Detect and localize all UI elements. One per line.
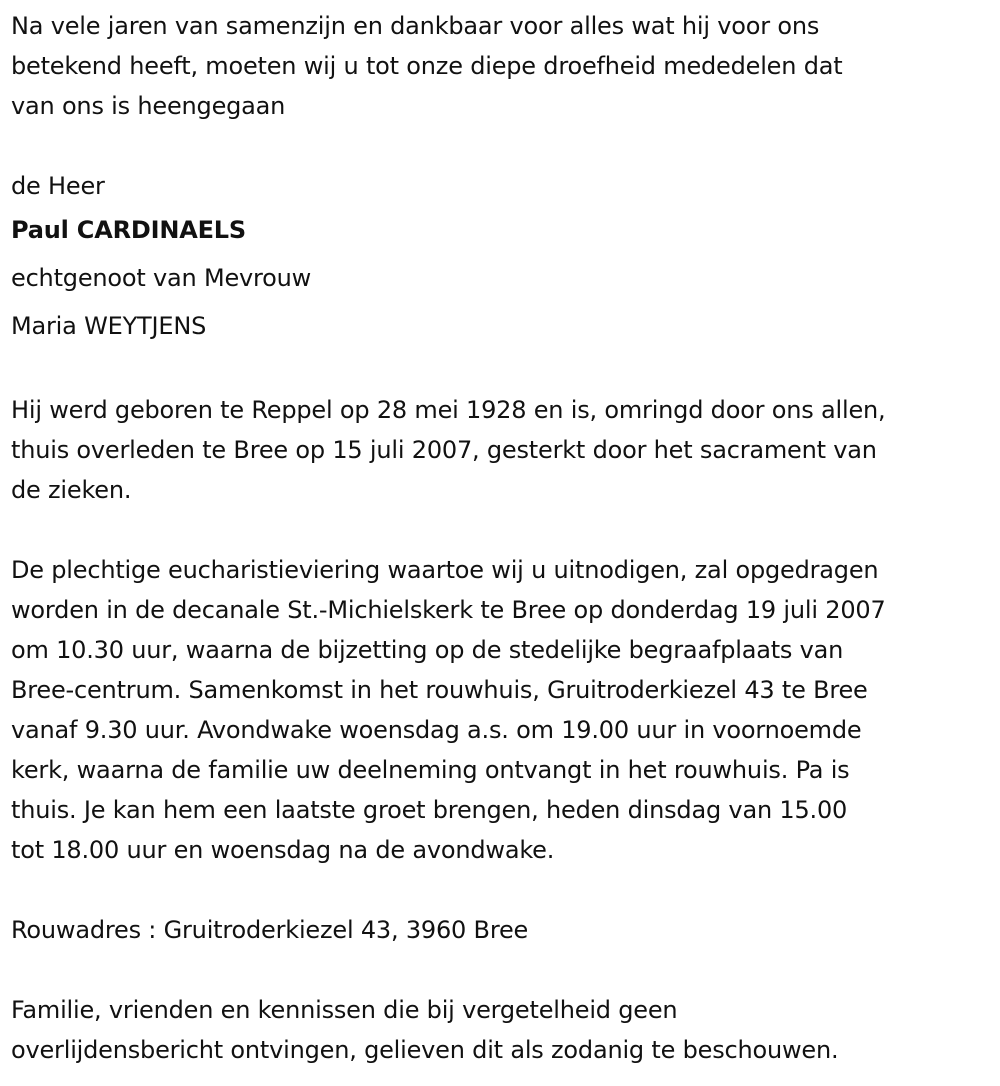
- ceremony-line: Bree-centrum. Samenkomst in het rouwhuis, Gruitroderkiezel 43 te Bree: [11, 676, 868, 704]
- ceremony-line: vanaf 9.30 uur. Avondwake woensdag a.s. om 19.00 uur in voornoemde: [11, 716, 862, 744]
- birth-death-line: thuis overleden te Bree op 15 juli 2007, gesterkt door het sacrament van: [11, 436, 877, 464]
- spacer: [11, 950, 1000, 990]
- ceremony-line: worden in de decanale St.-Michielskerk te Bree op donderdag 19 juli 2007: [11, 596, 886, 624]
- birth-death-line: de zieken.: [11, 476, 132, 504]
- spacer: [11, 510, 1000, 550]
- birth-death-line: Hij werd geboren te Reppel op 28 mei 1928 en is, omringd door ons allen,: [11, 396, 886, 424]
- spacer: [11, 126, 1000, 166]
- ceremony-line: kerk, waarna de familie uw deelneming ontvangt in het rouwhuis. Pa is: [11, 756, 850, 784]
- ceremony-line: thuis. Je kan hem een laatste groet brengen, heden dinsdag van 15.00: [11, 796, 848, 824]
- ceremony-paragraph: [11, 550, 1000, 870]
- intro-line: Na vele jaren van samenzijn en dankbaar voor alles wat hij voor ons: [11, 12, 820, 40]
- deceased-name: Paul CARDINAELS: [11, 216, 246, 244]
- honorific: de Heer: [11, 172, 105, 200]
- spacer: [11, 350, 1000, 390]
- intro-paragraph: [11, 6, 1000, 126]
- closing-line: overlijdensbericht ontvingen, gelieven dit als zodanig te beschouwen.: [11, 1036, 839, 1064]
- ceremony-line: om 10.30 uur, waarna de bijzetting op de stedelijke begraafplaats van: [11, 636, 844, 664]
- closing-line: Familie, vrienden en kennissen die bij vergetelheid geen: [11, 996, 678, 1024]
- ceremony-line: tot 18.00 uur en woensdag na de avondwake.: [11, 836, 555, 864]
- deceased-block: [11, 166, 1000, 350]
- ceremony-line: De plechtige eucharistieviering waartoe wij u uitnodigen, zal opgedragen: [11, 556, 879, 584]
- spouse-name: Maria WEYTJENS: [11, 312, 207, 340]
- spacer: [11, 870, 1000, 910]
- intro-line: van ons is heengegaan: [11, 92, 286, 120]
- intro-line: betekend heeft, moeten wij u tot onze diepe droefheid mededelen dat: [11, 52, 843, 80]
- spouse-label: echtgenoot van Mevrouw: [11, 264, 312, 292]
- birth-death-paragraph: [11, 390, 1000, 510]
- closing-paragraph: [11, 990, 1000, 1070]
- mourning-address: Rouwadres : Gruitroderkiezel 43, 3960 Bree: [11, 916, 529, 944]
